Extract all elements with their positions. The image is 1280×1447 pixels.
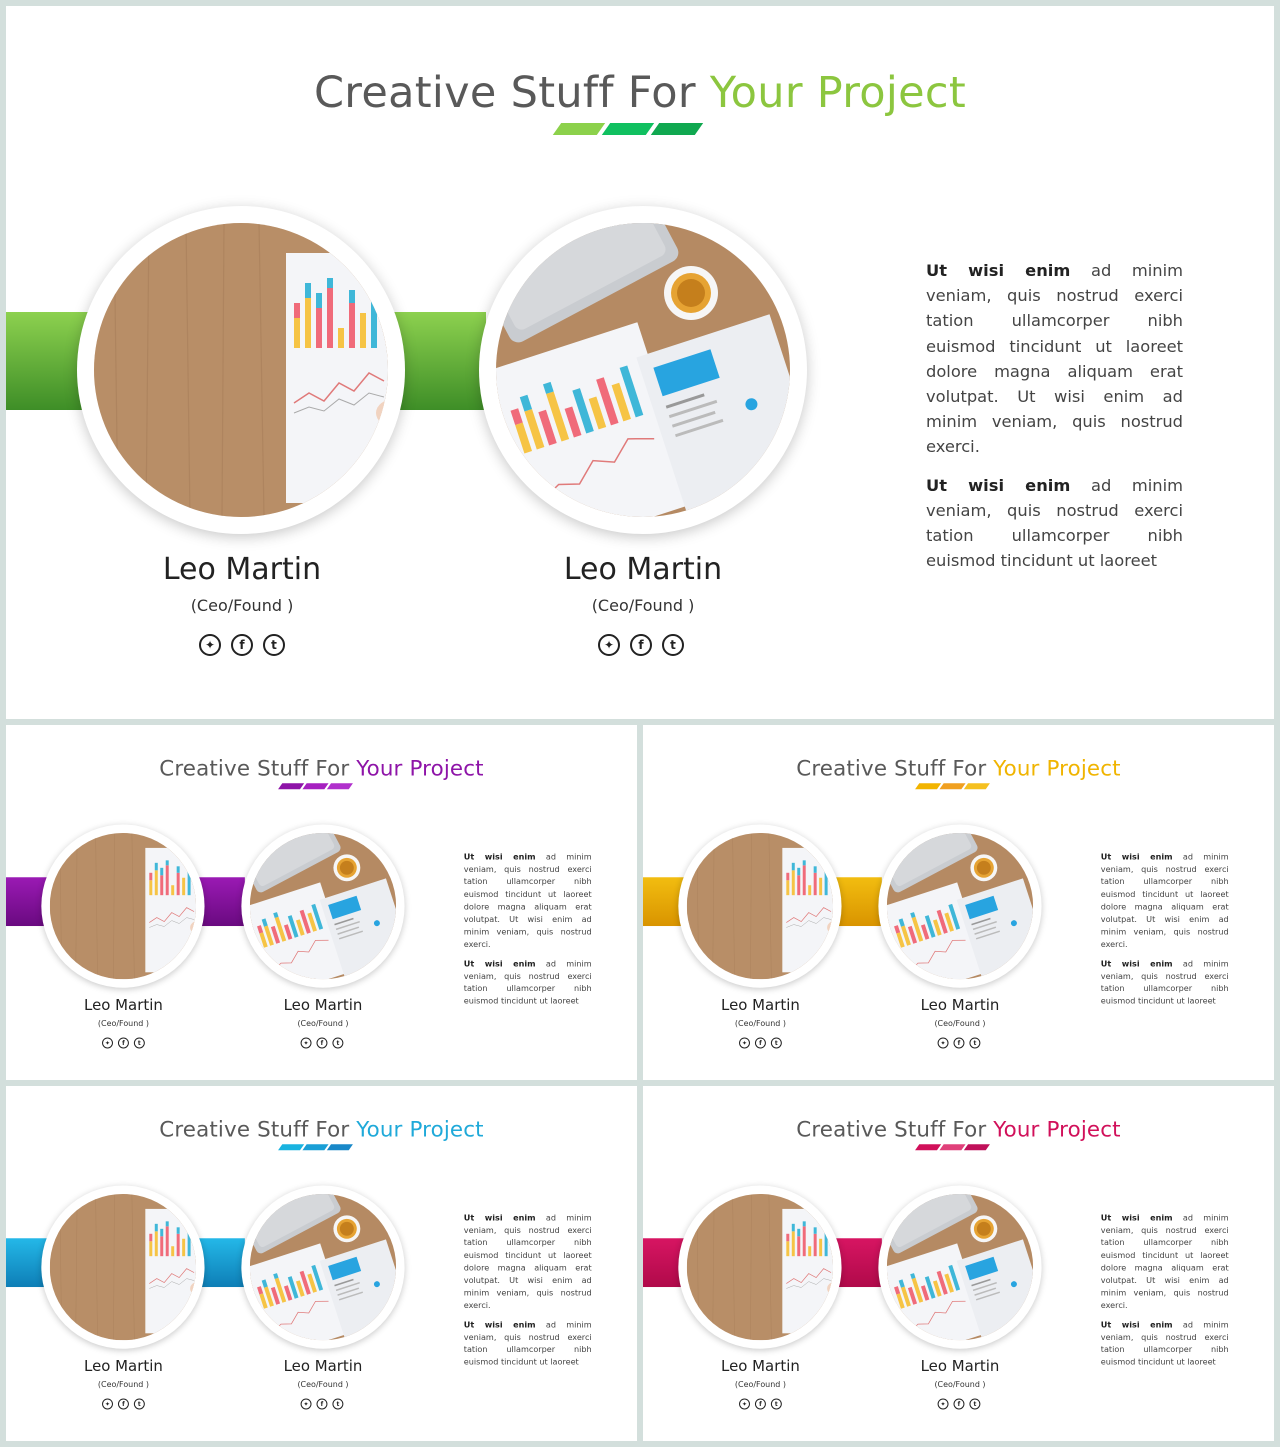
slide-content (6, 725, 637, 1080)
twitter-icon[interactable]: ✦ (301, 1398, 312, 1409)
photo-desk-laptop-coffee (250, 833, 396, 979)
paragraph-2-text: ad minim veniam, quis nostrud exerci tation ullamcorper nibh euismod tincidunt ut laoreet (1100, 1319, 1229, 1367)
slide-green (6, 6, 1274, 719)
title-prefix: Creative Stuff For (313, 68, 710, 118)
profile-photo-1 (41, 825, 204, 988)
person-role-1: (Ceo/Found ) (97, 1379, 149, 1390)
paragraph-2-text: ad minim veniam, quis nostrud exerci tation ullamcorper nibh euismod tincidunt ut laoreet (463, 1319, 592, 1367)
slide-title (6, 68, 1274, 118)
twitter-icon[interactable]: ✦ (739, 1398, 750, 1409)
tumblr-icon[interactable]: t (969, 1037, 980, 1048)
title-underline-dashes (557, 123, 707, 137)
title-highlight: Your Project (356, 755, 484, 781)
paragraph-2-text: ad minim veniam, quis nostrud exerci tation ullamcorper nibh euismod tincidunt ut laoreet (926, 475, 1183, 571)
slide-title (6, 1117, 637, 1142)
slide-title (643, 1117, 1274, 1142)
social-links-2 (511, 634, 771, 656)
profile-photo-2 (878, 1186, 1041, 1349)
photo-desk-report (687, 1194, 833, 1340)
dash-1 (278, 1144, 304, 1150)
title-highlight: Your Project (356, 1116, 484, 1142)
facebook-icon[interactable]: f (118, 1398, 129, 1409)
photo-desk-report (687, 833, 833, 979)
dash-1 (915, 783, 941, 789)
paragraph-1-text: ad minim veniam, quis nostrud exerci tation ullamcorper nibh euismod tincidunt ut laoreet dolore magna aliquam erat volutpat. Ut wisi enim ad minim veniam, quis nostrud exerci. (1100, 1212, 1229, 1311)
dash-3 (964, 1144, 990, 1150)
body-text (464, 1211, 592, 1374)
paragraph-1-bold: Ut wisi enim (1100, 851, 1173, 862)
person-name-1: Leo Martin (721, 1357, 800, 1376)
person-name-2: Leo Martin (283, 996, 363, 1015)
paragraph-1 (1101, 1211, 1229, 1311)
tumblr-icon[interactable]: t (332, 1398, 343, 1409)
person-role-1: (Ceo/Found ) (734, 1018, 786, 1029)
dash-3 (327, 783, 353, 789)
facebook-icon[interactable]: f (954, 1037, 965, 1048)
paragraph-1-text: ad minim veniam, quis nostrud exerci tation ullamcorper nibh euismod tincidunt ut laoreet dolore magna aliquam erat volutpat. Ut wisi enim ad minim veniam, quis nostrud exerci. (463, 1212, 592, 1311)
photo-desk-laptop-coffee (887, 1194, 1033, 1340)
facebook-icon[interactable]: f (118, 1037, 129, 1048)
paragraph-2 (464, 957, 592, 1007)
photo-desk-laptop-coffee (496, 223, 790, 517)
title-highlight: Your Project (993, 755, 1121, 781)
paragraph-2-text: ad minim veniam, quis nostrud exerci tation ullamcorper nibh euismod tincidunt ut laoreet (1100, 958, 1229, 1006)
dash-3 (964, 783, 990, 789)
person-name-1: Leo Martin (84, 996, 163, 1015)
person-role-1: (Ceo/Found ) (97, 1018, 149, 1029)
social-links-1 (59, 1037, 188, 1048)
title-underline-dashes (280, 783, 355, 790)
title-highlight: Your Project (709, 68, 967, 118)
body-text (1101, 850, 1229, 1013)
social-links-1 (696, 1037, 825, 1048)
person-name-2: Leo Martin (920, 1357, 1000, 1376)
tumblr-icon[interactable]: t (662, 634, 684, 656)
facebook-icon[interactable]: f (317, 1398, 328, 1409)
tumblr-icon[interactable]: t (332, 1037, 343, 1048)
twitter-icon[interactable]: ✦ (739, 1037, 750, 1048)
profile-photo-1 (678, 1186, 841, 1349)
title-prefix: Creative Stuff For (796, 1116, 994, 1142)
dash-2 (939, 783, 965, 789)
person-name-1: Leo Martin (84, 1357, 163, 1376)
photo-desk-report (50, 833, 196, 979)
profile-photo-2 (878, 825, 1041, 988)
tumblr-icon[interactable]: t (134, 1398, 145, 1409)
profile-photo-2 (241, 825, 404, 988)
person-name-2: Leo Martin (283, 1357, 363, 1376)
twitter-icon[interactable]: ✦ (102, 1398, 113, 1409)
twitter-icon[interactable]: ✦ (301, 1037, 312, 1048)
social-links-2 (894, 1398, 1023, 1409)
dash-1 (278, 783, 304, 789)
paragraph-2-bold: Ut wisi enim (463, 1319, 536, 1330)
profile-photo-2 (241, 1186, 404, 1349)
slide-title (6, 756, 637, 781)
body-text (926, 258, 1183, 586)
slide-title (643, 756, 1274, 781)
title-underline-dashes (280, 1144, 355, 1151)
dash-2 (302, 783, 328, 789)
dash-2 (939, 1144, 965, 1150)
paragraph-1 (464, 1211, 592, 1311)
dash-3 (327, 1144, 353, 1150)
paragraph-1 (926, 258, 1183, 460)
person-name-2: Leo Martin (920, 996, 1000, 1015)
paragraph-2-bold: Ut wisi enim (1100, 958, 1173, 969)
person-name-2: Leo Martin (563, 552, 723, 587)
tumblr-icon[interactable]: t (771, 1398, 782, 1409)
slide-pink (643, 1086, 1274, 1441)
paragraph-1 (1101, 850, 1229, 950)
twitter-icon[interactable]: ✦ (102, 1037, 113, 1048)
dash-2 (602, 123, 654, 135)
social-links-1 (696, 1398, 825, 1409)
facebook-icon[interactable]: f (755, 1398, 766, 1409)
paragraph-1-bold: Ut wisi enim (463, 1212, 536, 1223)
tumblr-icon[interactable]: t (771, 1037, 782, 1048)
title-prefix: Creative Stuff For (159, 755, 357, 781)
profile-photo-2 (479, 206, 807, 534)
social-links-2 (257, 1037, 386, 1048)
slide-content (6, 1086, 637, 1441)
paragraph-1-text: ad minim veniam, quis nostrud exerci tation ullamcorper nibh euismod tincidunt ut laoreet dolore magna aliquam erat volutpat. Ut wisi enim ad minim veniam, quis nostrud exerci. (926, 261, 1183, 457)
person-name-1: Leo Martin (162, 552, 322, 587)
paragraph-2-bold: Ut wisi enim (1100, 1319, 1173, 1330)
paragraph-2-bold: Ut wisi enim (463, 958, 536, 969)
dash-1 (553, 123, 605, 135)
paragraph-2 (1101, 957, 1229, 1007)
slide-blue (6, 1086, 637, 1441)
twitter-icon[interactable]: ✦ (598, 634, 620, 656)
slide-content (6, 6, 1274, 719)
twitter-icon[interactable]: ✦ (199, 634, 221, 656)
title-underline-dashes (917, 1144, 992, 1151)
paragraph-2 (1101, 1318, 1229, 1368)
social-links-2 (257, 1398, 386, 1409)
title-highlight: Your Project (993, 1116, 1121, 1142)
facebook-icon[interactable]: f (954, 1398, 965, 1409)
dash-3 (651, 123, 703, 135)
person-role-2: (Ceo/Found ) (297, 1018, 349, 1029)
paragraph-1-bold: Ut wisi enim (1100, 1212, 1173, 1223)
social-links-1 (112, 634, 372, 656)
paragraph-2-text: ad minim veniam, quis nostrud exerci tation ullamcorper nibh euismod tincidunt ut laoreet (463, 958, 592, 1006)
person-role-2: (Ceo/Found ) (591, 596, 695, 615)
profile-photo-1 (678, 825, 841, 988)
facebook-icon[interactable]: f (630, 634, 652, 656)
tumblr-icon[interactable]: t (969, 1398, 980, 1409)
paragraph-1 (464, 850, 592, 950)
paragraph-2 (926, 473, 1183, 574)
paragraph-1-bold: Ut wisi enim (926, 261, 1071, 280)
title-prefix: Creative Stuff For (159, 1116, 357, 1142)
facebook-icon[interactable]: f (231, 634, 253, 656)
person-role-1: (Ceo/Found ) (734, 1379, 786, 1390)
social-links-2 (894, 1037, 1023, 1048)
person-role-2: (Ceo/Found ) (934, 1018, 986, 1029)
facebook-icon[interactable]: f (317, 1037, 328, 1048)
slide-yellow (643, 725, 1274, 1080)
slide-purple (6, 725, 637, 1080)
tumblr-icon[interactable]: t (263, 634, 285, 656)
body-text (1101, 1211, 1229, 1374)
paragraph-2-bold: Ut wisi enim (926, 475, 1071, 495)
paragraph-1-text: ad minim veniam, quis nostrud exerci tation ullamcorper nibh euismod tincidunt ut laoreet dolore magna aliquam erat volutpat. Ut wisi enim ad minim veniam, quis nostrud exerci. (1100, 851, 1229, 950)
photo-desk-report (50, 1194, 196, 1340)
tumblr-icon[interactable]: t (134, 1037, 145, 1048)
social-links-1 (59, 1398, 188, 1409)
paragraph-1-text: ad minim veniam, quis nostrud exerci tation ullamcorper nibh euismod tincidunt ut laoreet dolore magna aliquam erat volutpat. Ut wisi enim ad minim veniam, quis nostrud exerci. (463, 851, 592, 950)
photo-desk-laptop-coffee (887, 833, 1033, 979)
slide-content (643, 725, 1274, 1080)
twitter-icon[interactable]: ✦ (938, 1037, 949, 1048)
photo-desk-report (94, 223, 388, 517)
title-underline-dashes (917, 783, 992, 790)
person-role-2: (Ceo/Found ) (934, 1379, 986, 1390)
dash-2 (302, 1144, 328, 1150)
slide-content (643, 1086, 1274, 1441)
photo-desk-laptop-coffee (250, 1194, 396, 1340)
person-role-1: (Ceo/Found ) (190, 596, 294, 615)
paragraph-2 (464, 1318, 592, 1368)
title-prefix: Creative Stuff For (796, 755, 994, 781)
person-role-2: (Ceo/Found ) (297, 1379, 349, 1390)
twitter-icon[interactable]: ✦ (938, 1398, 949, 1409)
body-text (464, 850, 592, 1013)
paragraph-1-bold: Ut wisi enim (463, 851, 536, 862)
profile-photo-1 (41, 1186, 204, 1349)
profile-photo-1 (77, 206, 405, 534)
dash-1 (915, 1144, 941, 1150)
facebook-icon[interactable]: f (755, 1037, 766, 1048)
person-name-1: Leo Martin (721, 996, 800, 1015)
